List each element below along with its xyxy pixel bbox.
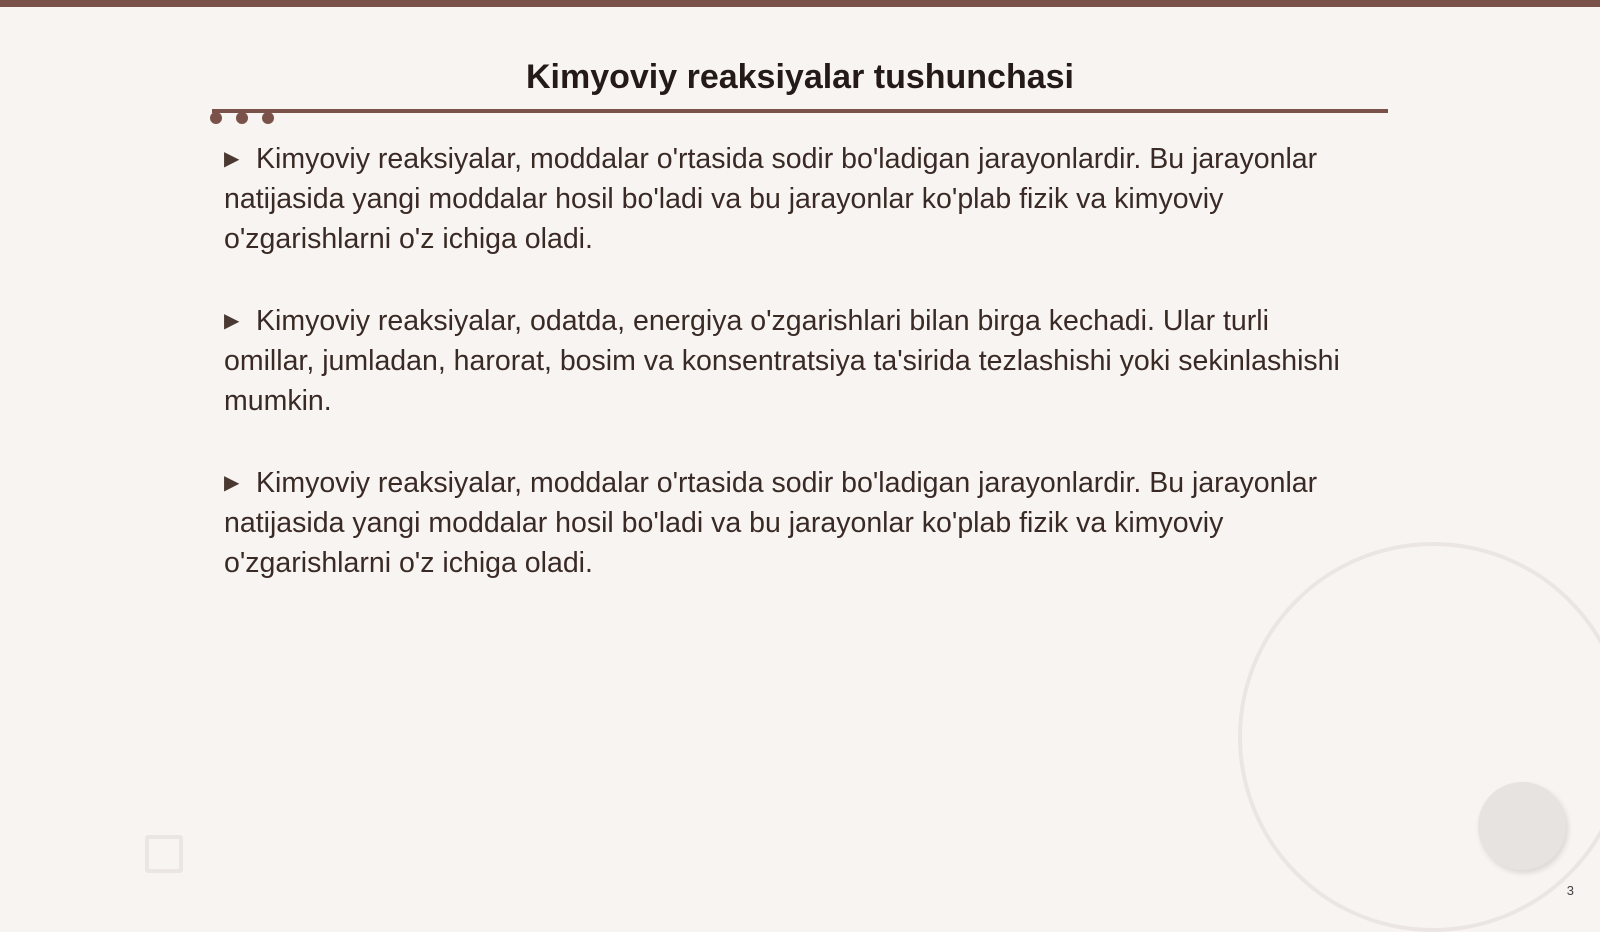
bullet-arrow-icon: ▶: [224, 472, 240, 494]
slide-body: [224, 139, 1364, 625]
bullet-arrow-icon: ▶: [224, 310, 240, 332]
page-number: 3: [1566, 883, 1574, 898]
bullet-item-1: [224, 139, 1364, 259]
bullet-text-3: Kimyoviy reaksiyalar, moddalar o'rtasida sodir bo'ladigan jarayonlardir. Bu jarayonlar natijasida yangi moddalar hosil bo'ladi va bu jarayonlar ko'plab fizik va kimyoviy o'zgarishlarni o'z ichiga oladi.: [224, 467, 1318, 579]
bullet-text-1: Kimyoviy reaksiyalar, moddalar o'rtasida sodir bo'ladigan jarayonlardir. Bu jarayonlar natijasida yangi moddalar hosil bo'ladi va bu jarayonlar ko'plab fizik va kimyoviy o'zgarishlarni o'z ichiga oladi.: [224, 143, 1318, 255]
decorative-disc: [1478, 782, 1566, 870]
bullet-arrow-icon: ▶: [224, 148, 240, 170]
slide-title: Kimyoviy reaksiyalar tushunchasi: [525, 58, 1075, 96]
bullet-item-3: [224, 463, 1364, 583]
title-divider: [212, 109, 1388, 113]
bullet-text-2: Kimyoviy reaksiyalar, odatda, energiya o'zgarishlari bilan birga kechadi. Ular turli omillar, jumladan, harorat, bosim va konsentratsiya ta'sirida tezlashishi yoki sekinlashishi mumkin.: [224, 305, 1340, 417]
bullet-item-2: [224, 301, 1364, 421]
decorative-ring: [1238, 542, 1600, 932]
divider-dot-2: [236, 112, 248, 124]
top-accent-bar: [0, 0, 1600, 7]
divider-dot-3: [262, 112, 274, 124]
divider-dot-1: [210, 112, 222, 124]
decorative-square: [145, 835, 183, 873]
